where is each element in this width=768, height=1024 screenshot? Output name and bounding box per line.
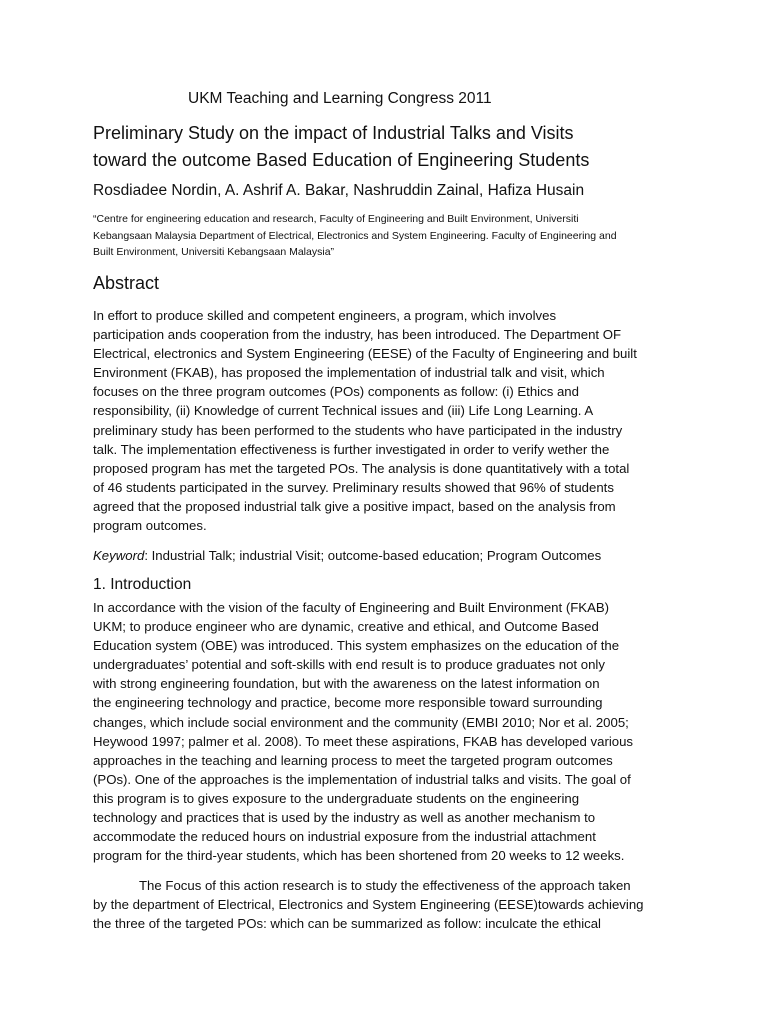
title-line: Preliminary Study on the impact of Industrial Talks and Visits [93, 123, 574, 143]
intro-line: (POs). One of the approaches is the implementation of industrial talks and visits. The goal of [93, 771, 631, 787]
author-list: Rosdiadee Nordin, A. Ashrif A. Bakar, Nashruddin Zainal, Hafiza Husain [93, 182, 585, 199]
abstract-line: In effort to produce skilled and competent engineers, a program, which involves [93, 308, 557, 323]
intro-line: this program is to gives exposure to the undergraduate students on the engineering [93, 790, 580, 806]
abstract-line: talk. The implementation effectiveness is further investigated in order to verify wether the [93, 441, 610, 457]
intro-line: approaches in the teaching and learning process to meet the targeted program outcomes [93, 752, 613, 768]
abstract-line: program outcomes. [93, 518, 207, 534]
affiliation-line: Built Environment, Universiti Kebangsaan Malaysia” [93, 246, 335, 258]
intro-line: technology and practices that is used by the industry as well as another mechanism to [93, 810, 596, 826]
intro-line: UKM; to produce engineer who are dynamic, creative and ethical, and Outcome Based [93, 619, 599, 635]
intro-line: the engineering technology and practice, become more responsible toward surrounding [93, 695, 603, 711]
intro-line: Heywood 1997; palmer et al. 2008). To meet these aspirations, FKAB has developed various [93, 733, 634, 749]
intro-line: In accordance with the vision of the faculty of Engineering and Built Environment (FKAB) [93, 600, 610, 615]
abstract-line: Electrical, electronics and System Engineering (EESE) of the Faculty of Engineering and built [93, 346, 637, 362]
abstract-line: Environment (FKAB), has proposed the implementation of industrial talk and visit, which [93, 365, 605, 381]
abstract-paragraph [93, 306, 683, 535]
affiliation [93, 211, 683, 261]
abstract-line: responsibility, (ii) Knowledge of current Technical issues and (iii) Life Long Learning. A [93, 403, 594, 419]
intro-line: with strong engineering foundation, but with the awareness on the latest information on [93, 676, 600, 692]
abstract-line: of 46 students participated in the survey. Preliminary results showed that 96% of students [93, 479, 614, 495]
introduction-paragraph [93, 598, 683, 865]
focus-line: by the department of Electrical, Electronics and System Engineering (EESE)towards achieving [93, 897, 644, 913]
intro-line: changes, which include social environment and the community (EMBI 2010; Nor et al. 2005; [93, 714, 629, 730]
intro-line: Education system (OBE) was introduced. This system emphasizes on the education of the [93, 638, 620, 654]
title-line: toward the outcome Based Education of Engineering Students [93, 150, 590, 170]
intro-line: undergraduates’ potential and soft-skills with end result is to produce graduates not only [93, 657, 605, 673]
conference-name: UKM Teaching and Learning Congress 2011 [188, 90, 492, 107]
abstract-line: participation ands cooperation from the industry, has been introduced. The Department OF [93, 327, 622, 343]
intro-line: program for the third-year students, which has been shortened from 20 weeks to 12 weeks. [93, 848, 625, 864]
abstract-line: preliminary study has been performed to the students who have participated in the industry [93, 422, 623, 438]
intro-line: accommodate the reduced hours on industrial exposure from the industrial attachment [93, 829, 596, 845]
abstract-heading: Abstract [93, 273, 160, 293]
focus-line: The Focus of this action research is to study the effectiveness of the approach taken [139, 878, 631, 893]
focus-line: the three of the targeted POs: which can be summarized as follow: inculcate the ethical [93, 916, 601, 932]
focus-paragraph [93, 876, 683, 933]
keywords [93, 546, 683, 565]
affiliation-line: “Centre for engineering education and research, Faculty of Engineering and Built Environment, Universiti [93, 213, 579, 225]
keyword-label: Keyword [93, 548, 145, 563]
abstract-line: proposed program has met the targeted POs. The analysis is done quantitatively with a total [93, 460, 630, 476]
abstract-line: agreed that the proposed industrial talk give a positive impact, based on the analysis from [93, 498, 616, 514]
affiliation-line: Kebangsaan Malaysia Department of Electrical, Electronics and System Engineering. Faculty of Engineering and [93, 229, 617, 242]
introduction-heading: 1. Introduction [93, 576, 192, 593]
abstract-line: focuses on the three program outcomes (POs) components as follow: (i) Ethics and [93, 384, 579, 400]
paper-title [93, 120, 713, 174]
keyword-list: : Industrial Talk; industrial Visit; outcome-based education; Program Outcomes [144, 548, 602, 563]
